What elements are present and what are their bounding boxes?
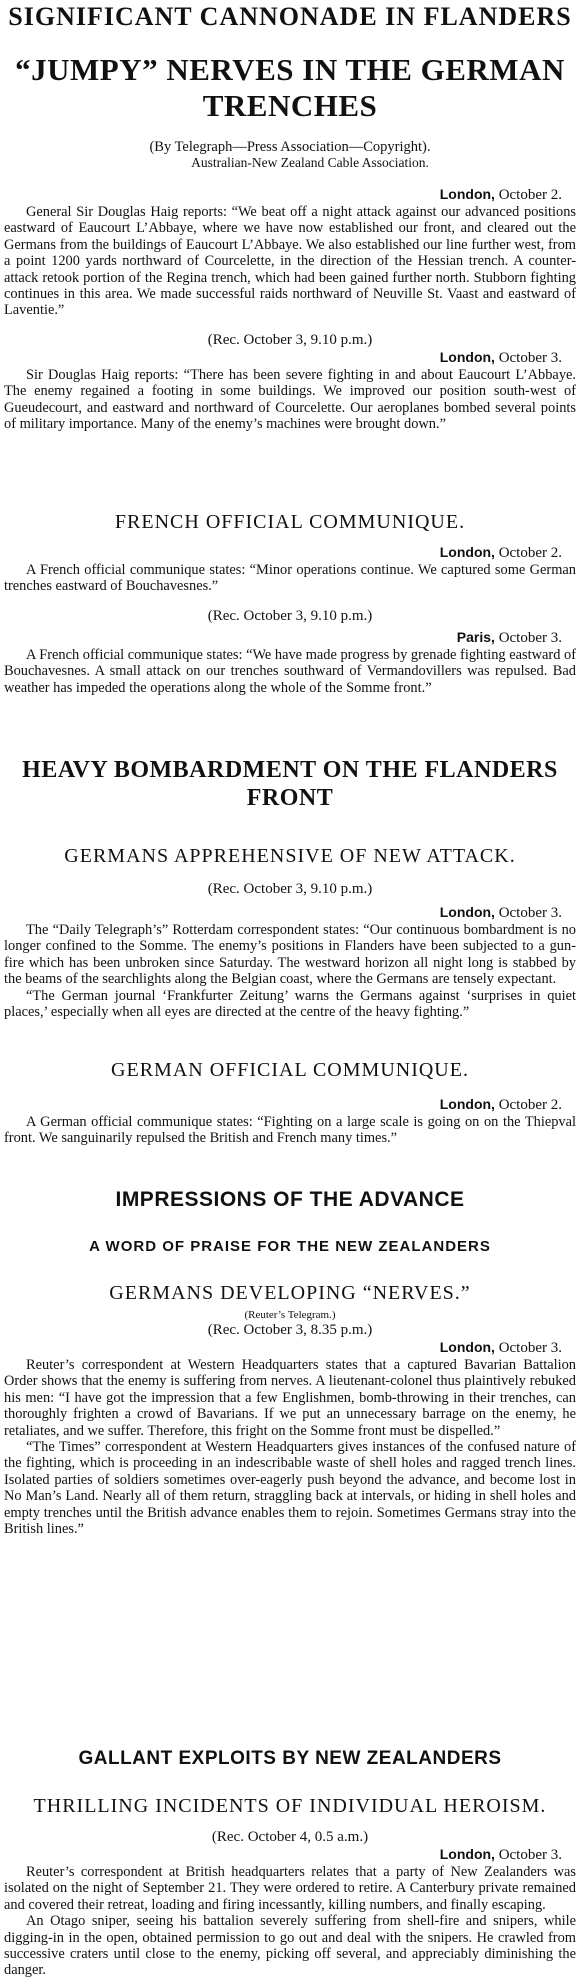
dateline [4,629,576,647]
dateline [4,1096,576,1114]
article-paragraph: “The Times” correspondent at Western Headquarters gives instances of the confused nature of the fighting, which is proceeding in an indescribable waste of shell holes and ragged trench lines. Isolated parties of soldiers sometimes over-eagerly push beyond the advance, and become lost in No Man’s Land. Nearly all of them return, straggling back at intervals, or hiding in shell holes and empty trenches until the British advance enables them to rejoin. Sometimes Germans stray into the British lines.” [4,1439,576,1538]
article-paragraph: “The German journal ‘Frankfurter Zeitung’ warns the Germans against ‘surprises in quiet places,’ especially when all eyes are directed at the centre of the heavy fighting.” [4,987,576,1021]
article-paragraph: Reuter’s correspondent at British headquarters relates that a party of New Zealanders was isolated on the night of September 21. They were ordered to retire. A Canterbury private remained and covered their retreat, loading and firing incessantly, killing numbers, and finally escaping. [4,1864,576,1913]
dateline-date: October 2. [498,1097,562,1113]
dateline-city: London, [439,348,495,365]
article-paragraph: A French official communique states: “We have made progress by grenade fighting eastward of Bouchavesnes. A small attack on our trenches southward of Vermandovillers was repulsed. Bad weather has impeded the operations along the whole of the Somme front.” [4,646,576,696]
article-paragraph: General Sir Douglas Haig reports: “We beat off a night attack against our advanced positions eastward of Eaucourt L’Abbaye, where we have now established our front, and cleared out the Germans from the buildings of Eaucourt L’Abbaye. We also established our line further west, from a point 1200 yards northward of Courcelette, in the direction of the Hessian trench. A counter-attack retook portion of the Regina trench, which had been gained further north. Stubborn fighting continues in this area. We made successful raids northward of Neuville St. Vaast and eastward of Laventie.” [4,204,576,319]
received-note: (Rec. October 3, 9.10 p.m.) [207,881,373,897]
credit-block [4,139,576,171]
section-haig [4,186,576,432]
dateline [4,186,576,204]
dateline [4,349,576,367]
credit-note: (Reuter’s Telegram.) [244,1309,336,1321]
section-heading: FRENCH OFFICIAL COMMUNIQUE. [114,511,466,533]
dateline-date: October 3. [498,1340,562,1356]
article-paragraph: The “Daily Telegraph’s” Rotterdam correspondent states: “Our continuous bombardment is no longer confined to the Somme. The enemy’s positions in Flanders have been subjected to a gun-fire which has been unbroken since Saturday. The westward horizon all night long is stabbed by the beams of the searchlights along the Belgian coast, where the Germans are tensely expectant. [4,922,576,988]
section-heading: GERMAN OFFICIAL COMMUNIQUE. [111,1059,469,1081]
credit-line-2: Australian-New Zealand Cable Association. [191,155,429,170]
dateline-date: October 2. [498,545,562,561]
dateline-date: October 3. [498,1847,562,1863]
section-french [4,510,576,696]
dateline-city: Paris, [456,628,495,645]
section-heading: GALLANT EXPLOITS BY NEW ZEALANDERS [78,1748,502,1769]
received-note: (Rec. October 3, 8.35 p.m.) [207,1322,373,1338]
dateline-city: London, [439,544,495,560]
article-paragraph: Reuter’s correspondent at Western Headquarters states that a captured Bavarian Battalion Order shows that the enemy is suffering from nerves. A lieutenant-colonel thus plaintively rebuked his men: “I have got the impression that a few Englishmen, bomb-throwing in their trenches, can thoroughly frighten a crowd of Bavarians. If we put an unnecessary barrage on the enemy, he retaliates, and we suffer. Therefore, this fright on the Somme front must be dispelled.” [4,1357,576,1439]
section-exploits [4,1748,576,1979]
article-paragraph: A French official communique states: “Minor operations continue. We captured some German trenches eastward of Bouchavesnes.” [4,562,576,595]
dateline-city: London, [439,1096,495,1112]
section-heading: HEAVY BOMBARDMENT ON THE FLANDERS FRONT [22,757,558,811]
section-subheading: GERMANS DEVELOPING “NERVES.” [109,1282,471,1304]
headline-block [4,0,576,124]
section-subheading: GERMANS APPREHENSIVE OF NEW ATTACK. [64,845,516,867]
article-paragraph: Sir Douglas Haig reports: “There has been severe fighting in and about Eaucourt L’Abbaye. The enemy regained a footing in some buildings. We improved our position south-west of Gueudecourt, and eastward and northward of Courcelette. Our aeroplanes bombed several points of military importance. Many of the enemy’s machines were brought down.” [4,366,576,433]
dateline-date: October 3. [498,349,562,366]
section-bombardment [4,756,576,1020]
dateline [4,904,576,922]
received-note: (Rec. October 4, 0.5 a.m.) [211,1829,369,1845]
dateline [4,1339,576,1357]
dateline [4,1846,576,1864]
dateline-date: October 2. [498,187,562,203]
credit-line-1: (By Telegraph—Press Association—Copyright). [149,139,431,155]
received-note: (Rec. October 3, 9.10 p.m.) [207,331,373,348]
received-note: (Rec. October 3, 9.10 p.m.) [207,607,373,624]
article-paragraph: A German official communique states: “Fighting on a large scale is going on on the Thiepval front. We sanguinarily repulsed the British and French many times.” [4,1114,576,1147]
dateline-date: October 3. [498,905,562,921]
sub-headline: “JUMPY” NERVES IN THE GERMAN TRENCHES [15,52,565,123]
section-impressions [4,1188,576,1537]
section-subheading: THRILLING INCIDENTS OF INDIVIDUAL HEROISM. [33,1795,547,1817]
dateline-city: London, [439,1846,495,1862]
dateline-city: London, [439,186,495,202]
dateline-city: London, [439,1339,495,1355]
dateline [4,544,576,562]
section-kicker: A WORD OF PRAISE FOR THE NEW ZEALANDERS [89,1238,491,1255]
section-german [4,1058,576,1147]
main-headline: SIGNIFICANT CANNONADE IN FLANDERS [8,2,572,31]
dateline-date: October 3. [498,629,562,646]
dateline-city: London, [439,904,495,920]
article-paragraph: An Otago sniper, seeing his battalion severely suffering from shell-fire and snipers, while digging-in in the open, obtained permission to go out and deal with the snipers. He crawled from successive craters until close to the enemy, picking off several, and appreciably diminishing the danger. [4,1913,576,1979]
section-heading: IMPRESSIONS OF THE ADVANCE [115,1188,465,1211]
